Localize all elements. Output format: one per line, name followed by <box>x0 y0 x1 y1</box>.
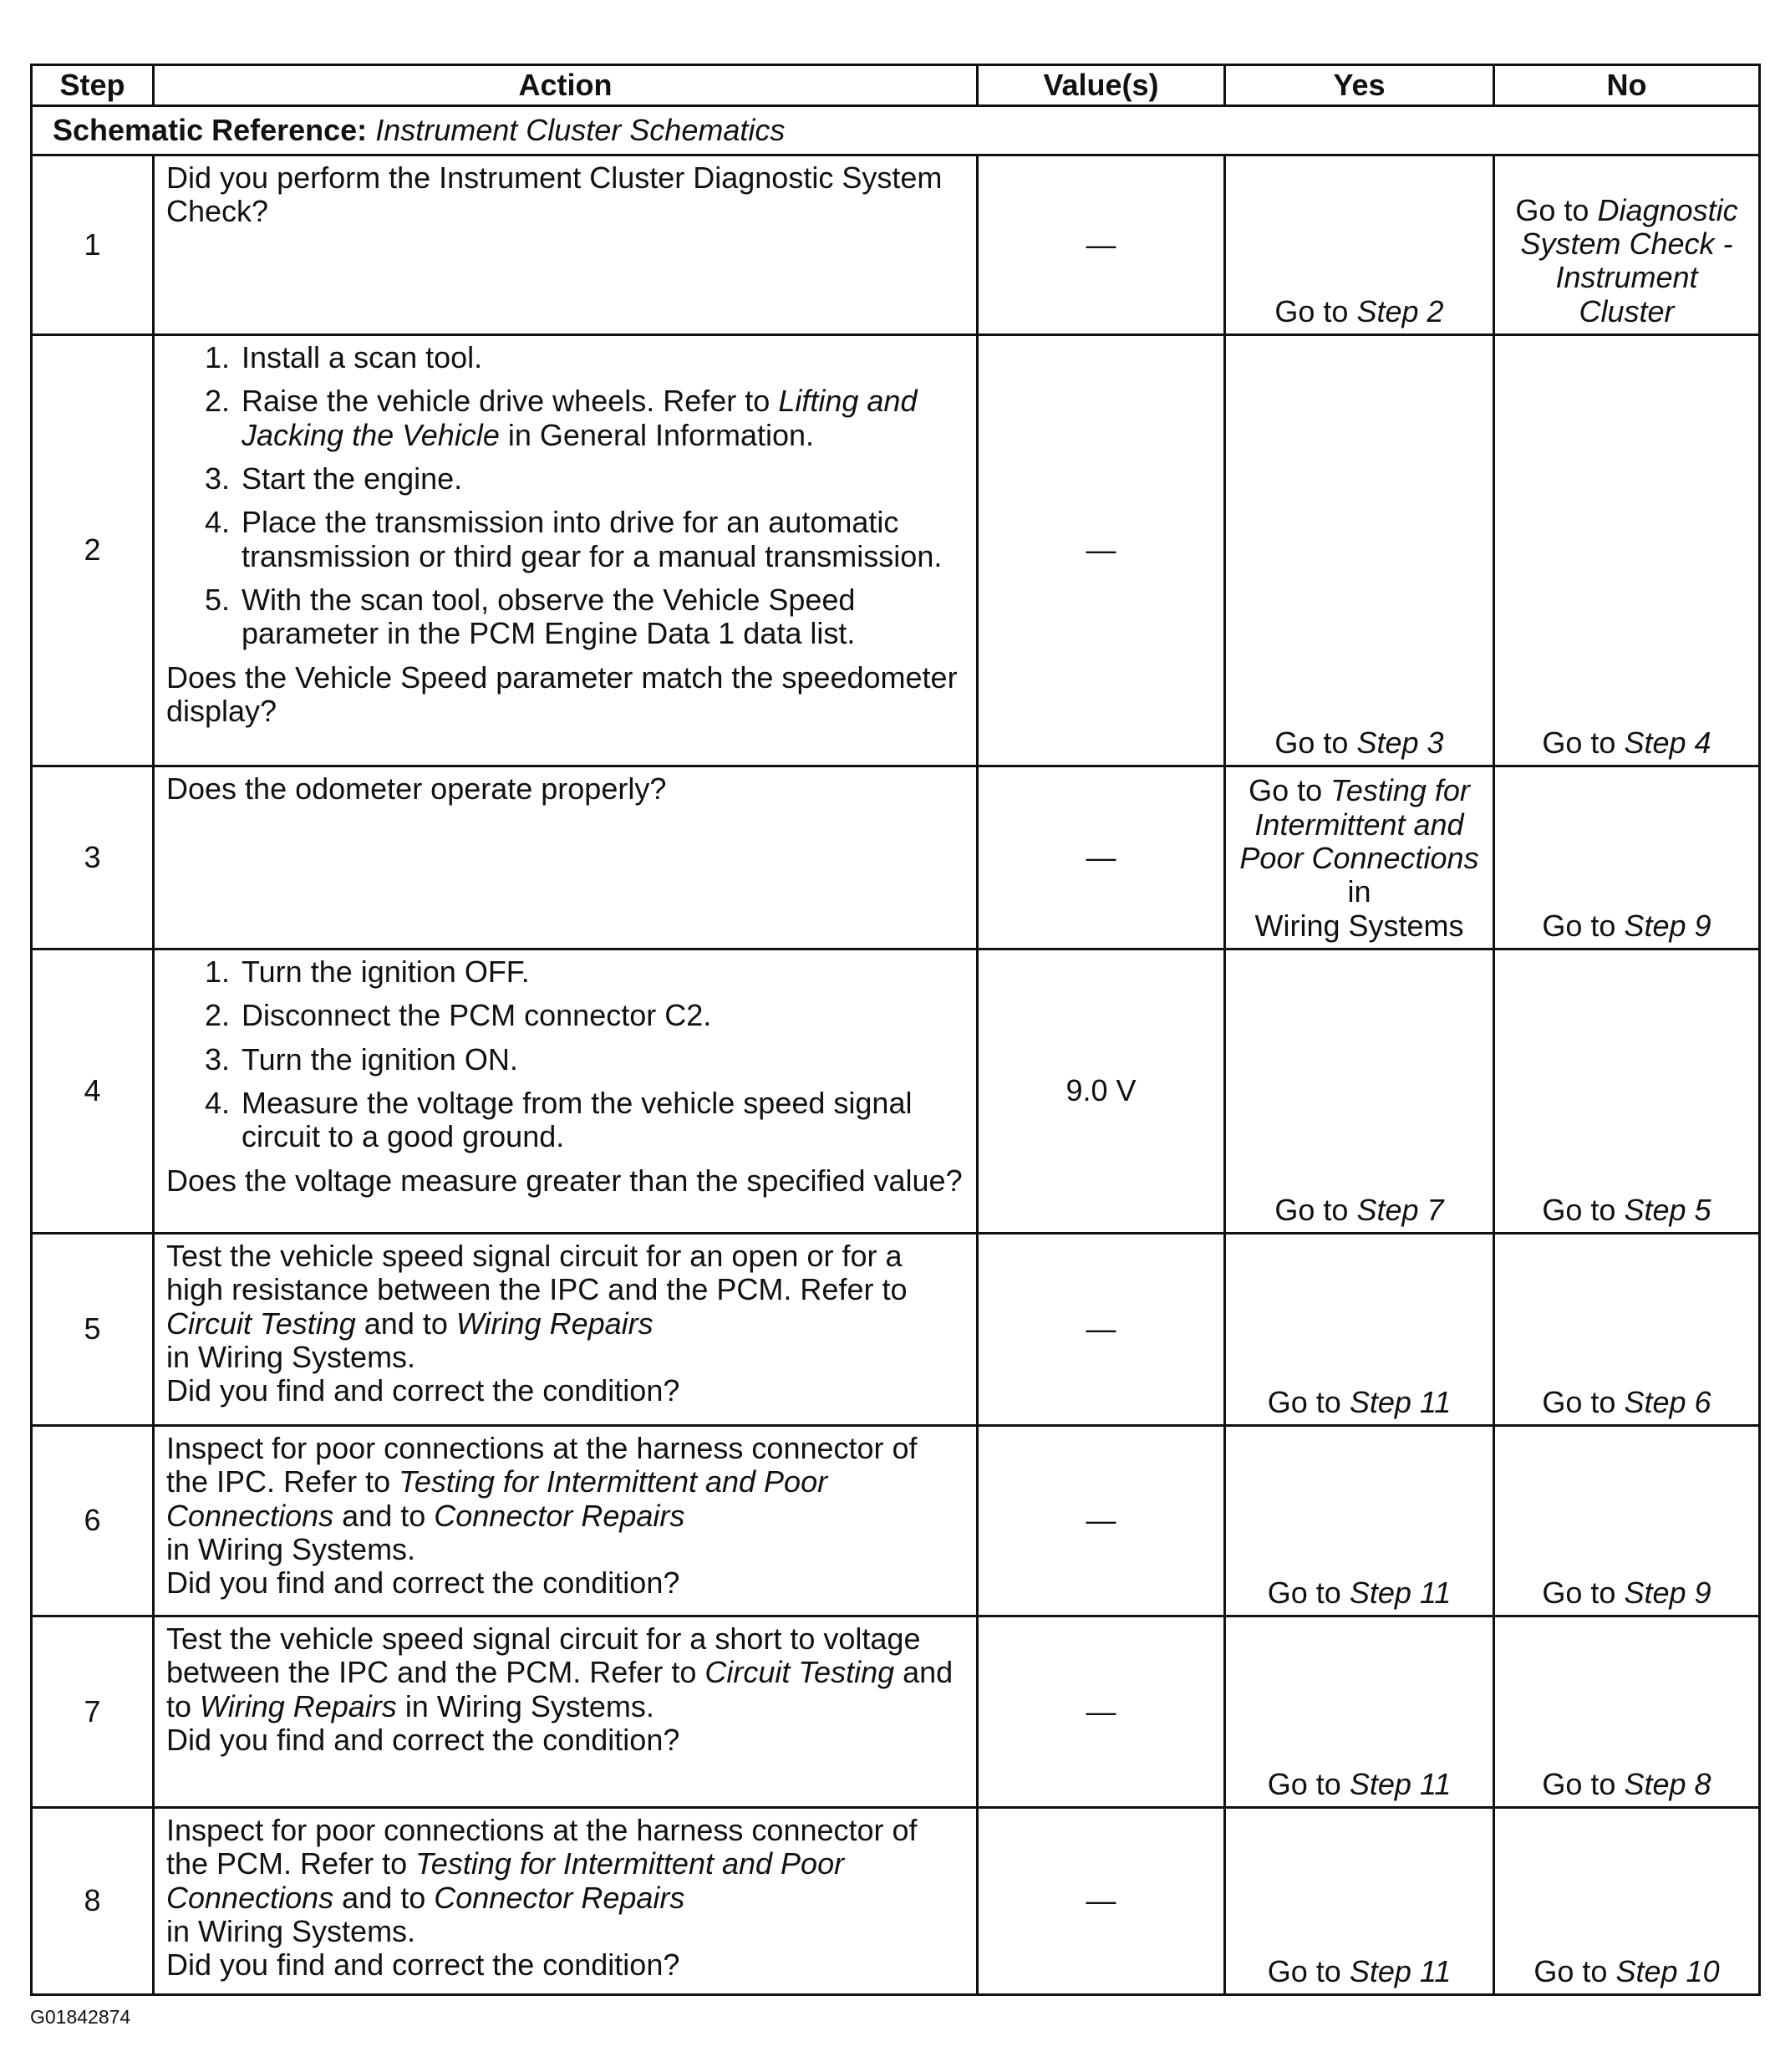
yes-cell: Go to Testing for Intermittent and Poor Connections in Wiring Systems <box>1225 766 1494 949</box>
no-step-link[interactable]: Step 6 <box>1624 1384 1711 1419</box>
action-instruction: Test the vehicle speed signal circuit for a short to voltage between the IPC and the PCM. Refer to Circuit Testing and to Wiring Repairs in Wiring Systems. <box>166 1621 954 1723</box>
no-diagnostic-check-link[interactable]: Diagnostic System Check - Instrument Cluster <box>1520 192 1738 328</box>
action-step-item: 3. Turn the ignition ON. <box>238 1043 964 1077</box>
no-step-link[interactable]: Step 9 <box>1624 908 1711 943</box>
action-question: Did you find and correct the condition? <box>166 1373 680 1408</box>
step-number: 3 <box>32 766 154 949</box>
go-to-label: Go to <box>1542 908 1616 943</box>
action-step-item: 2. Disconnect the PCM connector C2. <box>238 999 964 1032</box>
action-question: Did you perform the Instrument Cluster Diagnostic System Check? <box>166 160 943 229</box>
schematic-reference-row <box>32 106 1760 155</box>
value-cell: — <box>978 1616 1225 1808</box>
yes-cell <box>1225 949 1494 1234</box>
no-cell <box>1494 1234 1760 1426</box>
go-to-label: Go to <box>1274 293 1349 328</box>
table-row <box>32 335 1760 766</box>
go-to-label: Go to <box>1542 725 1616 760</box>
value-cell: — <box>978 335 1225 766</box>
yes-testing-link[interactable]: Testing for Intermittent and Poor Connections <box>1239 773 1479 876</box>
value-cell: — <box>978 155 1225 335</box>
no-cell <box>1494 1616 1760 1808</box>
action-instruction: Inspect for poor connections at the harness connector of the IPC. Refer to Testing for Intermittent and Poor Connections and to Connector Repairs in Wiring Systems. <box>166 1431 918 1566</box>
no-cell <box>1494 1426 1760 1616</box>
yes-step-link[interactable]: Step 11 <box>1349 1953 1452 1988</box>
go-to-label: Go to <box>1542 1384 1616 1419</box>
schematic-reference-label: Schematic Reference: <box>53 112 368 147</box>
header-no: No <box>1494 65 1760 106</box>
value-cell: — <box>978 766 1225 949</box>
action-cell <box>154 949 978 1234</box>
yes-step-link[interactable]: Step 2 <box>1356 293 1444 328</box>
go-to-label: Go to <box>1533 1953 1608 1988</box>
lifting-jacking-link[interactable]: Lifting and Jacking the Vehicle <box>242 384 918 452</box>
step-number: 4 <box>32 949 154 1234</box>
testing-intermittent-link[interactable]: Testing for Intermittent and Poor Connections <box>166 1464 828 1533</box>
action-step-item: 5. With the scan tool, observe the Vehicle Speed parameter in the PCM Engine Data 1 data list. <box>238 583 964 651</box>
no-cell <box>1494 335 1760 766</box>
no-cell <box>1494 949 1760 1234</box>
value-cell: — <box>978 1426 1225 1616</box>
document-id: G01842874 <box>30 2006 131 2028</box>
diagnostic-table <box>30 64 1761 1996</box>
yes-step-link[interactable]: Step 3 <box>1356 725 1444 760</box>
testing-intermittent-link[interactable]: Testing for Intermittent and Poor Connections <box>166 1846 845 1915</box>
go-to-label: Go to <box>1267 1953 1341 1988</box>
go-to-label: Go to <box>1274 725 1349 760</box>
schematic-reference-link[interactable]: Instrument Cluster Schematics <box>375 112 786 147</box>
no-step-link[interactable]: Step 9 <box>1624 1575 1711 1610</box>
action-question: Does the odometer operate properly? <box>166 771 667 806</box>
action-question: Did you find and correct the condition? <box>166 1565 680 1601</box>
action-question: Does the voltage measure greater than the specified value? <box>166 1163 963 1198</box>
action-cell <box>154 1234 978 1426</box>
wiring-repairs-link[interactable]: Wiring Repairs <box>200 1688 397 1723</box>
action-step-item: 4. Place the transmission into drive for an automatic transmission or third gear for a manual transmission. <box>238 506 964 573</box>
connector-repairs-link[interactable]: Connector Repairs <box>434 1498 685 1533</box>
step-number: 8 <box>32 1808 154 1995</box>
go-to-label: Go to <box>1274 1192 1349 1227</box>
action-step-item: 2. Raise the vehicle drive wheels. Refer to Lifting and Jacking the Vehicle in General Information. <box>238 384 964 452</box>
go-to-label: Go to <box>1542 1766 1616 1801</box>
value-cell: — <box>978 1808 1225 1995</box>
table-row <box>32 1616 1760 1808</box>
action-step-item: 3. Start the engine. <box>238 462 964 496</box>
circuit-testing-link[interactable]: Circuit Testing <box>166 1306 356 1341</box>
no-step-link[interactable]: Step 4 <box>1624 725 1711 760</box>
header-yes: Yes <box>1225 65 1494 106</box>
step-number: 7 <box>32 1616 154 1808</box>
yes-step-link[interactable]: Step 7 <box>1356 1192 1444 1227</box>
action-step-item: 4. Measure the voltage from the vehicle speed signal circuit to a good ground. <box>238 1087 964 1154</box>
yes-cell <box>1225 1808 1494 1995</box>
table-row <box>32 1426 1760 1616</box>
step-number: 5 <box>32 1234 154 1426</box>
action-cell <box>154 1808 978 1995</box>
yes-step-link[interactable]: Step 11 <box>1349 1384 1452 1419</box>
yes-cell <box>1225 155 1494 335</box>
action-steps-list <box>166 341 964 651</box>
no-step-link[interactable]: Step 10 <box>1615 1953 1720 1988</box>
go-to-label: Go to <box>1267 1384 1341 1419</box>
no-cell <box>1494 1808 1760 1995</box>
yes-cell <box>1225 1234 1494 1426</box>
action-cell <box>154 1616 978 1808</box>
header-values: Value(s) <box>978 65 1225 106</box>
yes-cell <box>1225 335 1494 766</box>
go-to-label: Go to <box>1542 1575 1616 1610</box>
circuit-testing-link[interactable]: Circuit Testing <box>704 1655 895 1690</box>
action-instruction: Inspect for poor connections at the harness connector of the PCM. Refer to Testing for Intermittent and Poor Connections and to Connector Repairs in Wiring Systems. <box>166 1813 918 1948</box>
action-step-item: 1. Turn the ignition OFF. <box>238 955 964 989</box>
header-row <box>32 65 1760 106</box>
table-row <box>32 1234 1760 1426</box>
table-row <box>32 949 1760 1234</box>
step-number: 2 <box>32 335 154 766</box>
no-cell <box>1494 155 1760 335</box>
wiring-repairs-link[interactable]: Wiring Repairs <box>455 1306 654 1341</box>
no-cell <box>1494 766 1760 949</box>
action-step-item: 1. Install a scan tool. <box>238 341 964 374</box>
connector-repairs-link[interactable]: Connector Repairs <box>434 1880 685 1915</box>
action-cell <box>154 155 978 335</box>
value-cell: — <box>978 1234 1225 1426</box>
action-question: Did you find and correct the condition? <box>166 1947 680 1983</box>
action-question: Did you find and correct the condition? <box>166 1722 680 1757</box>
go-to-label: Go to <box>1267 1766 1341 1801</box>
action-question: Does the Vehicle Speed parameter match the speedometer display? <box>166 659 958 728</box>
schematic-reference <box>32 106 1760 155</box>
yes-cell <box>1225 1426 1494 1616</box>
no-step-link[interactable]: Step 8 <box>1624 1766 1711 1801</box>
action-cell <box>154 766 978 949</box>
header-step: Step <box>32 65 154 106</box>
header-action: Action <box>154 65 978 106</box>
value-cell: 9.0 V <box>978 949 1225 1234</box>
table-row <box>32 155 1760 335</box>
action-cell <box>154 335 978 766</box>
go-to-label: Go to <box>1542 1192 1616 1227</box>
step-number: 1 <box>32 155 154 335</box>
yes-step-link[interactable]: Step 11 <box>1349 1766 1452 1801</box>
action-cell <box>154 1426 978 1616</box>
go-to-label: Go to <box>1515 192 1589 227</box>
yes-step-link[interactable]: Step 11 <box>1349 1575 1452 1610</box>
table-row <box>32 766 1760 949</box>
action-instruction: Test the vehicle speed signal circuit for an open or for a high resistance between the IPC and the PCM. Refer to Circuit Testing and to Wiring Repairs in Wiring Systems. <box>166 1239 908 1374</box>
go-to-label: Go to <box>1267 1575 1341 1610</box>
step-number: 6 <box>32 1426 154 1616</box>
go-to-label: Go to <box>1249 773 1323 808</box>
action-steps-list <box>166 955 964 1154</box>
no-step-link[interactable]: Step 5 <box>1624 1192 1711 1227</box>
yes-cell <box>1225 1616 1494 1808</box>
table-row <box>32 1808 1760 1995</box>
